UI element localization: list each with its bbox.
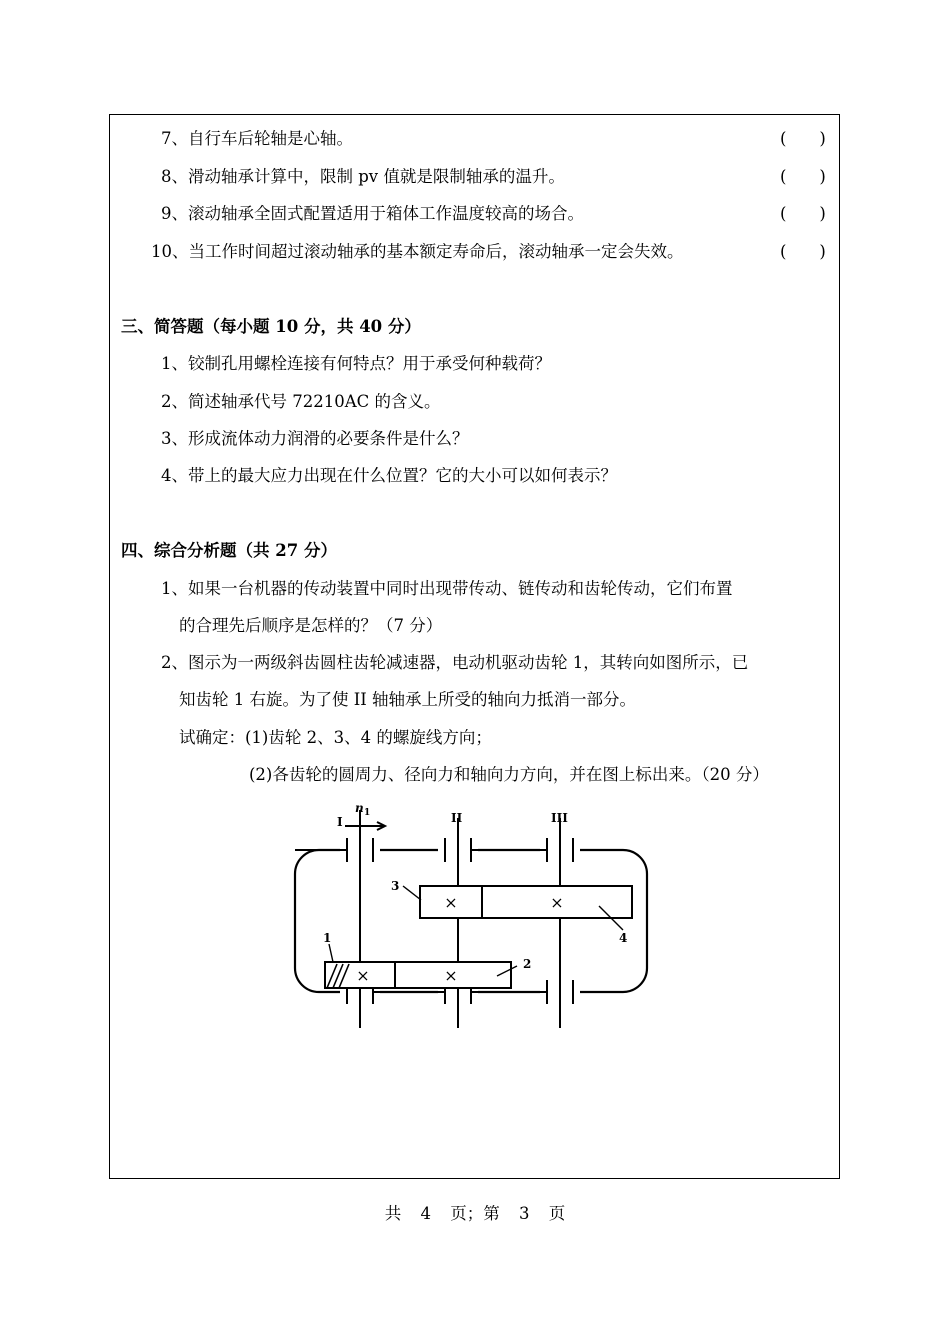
judgement-item-8: 8、滑动轴承计算中，限制 pv 值就是限制轴承的温升。 [161, 167, 565, 186]
gear-reducer-figure [285, 800, 665, 1040]
short-question-4: 4、带上的最大应力出现在什么位置？它的大小可以如何表示？ [161, 466, 617, 485]
analysis-q1-line1: 1、如果一台机器的传动装置中同时出现带传动、链传动和齿轮传动，它们布置 [161, 579, 733, 598]
answer-paren-9: ( ) [780, 204, 826, 223]
short-question-1: 1、铰制孔用螺栓连接有何特点？用于承受何种载荷？ [161, 354, 551, 373]
judgement-item-7: 7、自行车后轮轴是心轴。 [161, 129, 353, 148]
footer-mid: 页；第 [450, 1204, 500, 1223]
analysis-q2-line1: 2、图示为一两级斜齿圆柱齿轮减速器，电动机驱动齿轮 1，其转向如图所示，已 [161, 653, 749, 672]
gear-label-1: 1 [323, 931, 332, 945]
short-question-3: 3、形成流体动力润滑的必要条件是什么？ [161, 429, 469, 448]
gear-1-mark: × [356, 966, 370, 985]
section-4-title: 四、综合分析题（共 27 分） [121, 541, 337, 560]
answer-paren-7: ( ) [780, 129, 826, 148]
footer-prefix: 共 [384, 1204, 402, 1223]
answer-paren-10: ( ) [780, 242, 826, 261]
footer-total-pages: 4 [420, 1204, 431, 1223]
section-3-title: 三、简答题（每小题 10 分，共 40 分） [121, 317, 421, 336]
footer-suffix: 页 [548, 1204, 566, 1223]
judgement-item-10: 10、当工作时间超过滚动轴承的基本额定寿命后，滚动轴承一定会失效。 [151, 242, 684, 261]
analysis-q2-line2: 知齿轮 1 右旋。为了使 II 轴轴承上所受的轴向力抵消一部分。 [179, 690, 637, 709]
analysis-q2-line3: 试确定：(1)齿轮 2、3、4 的螺旋线方向； [179, 728, 492, 747]
analysis-q1-line2: 的合理先后顺序是怎样的？（7 分） [179, 616, 443, 635]
gear-3-mark: × [444, 893, 458, 912]
speed-label: n [355, 801, 364, 815]
shaft-label-3: III [551, 811, 568, 825]
answer-paren-8: ( ) [780, 167, 826, 186]
gear-label-3: 3 [391, 879, 400, 893]
speed-subscript: 1 [364, 808, 371, 818]
short-question-2: 2、简述轴承代号 72210AC 的含义。 [161, 392, 441, 411]
shaft-label-2: II [451, 811, 463, 825]
footer-current-page: 3 [519, 1204, 530, 1223]
analysis-q2-line4: (2)各齿轮的圆周力、径向力和轴向力方向，并在图上标出来。（20 分） [249, 765, 769, 784]
gear-4-mark: × [550, 893, 564, 912]
gear-label-2: 2 [523, 957, 532, 971]
gear-2-mark: × [444, 966, 458, 985]
gear-label-4: 4 [619, 931, 628, 945]
shaft-label-1: I [337, 815, 343, 829]
page-footer [0, 1200, 950, 1224]
judgement-item-9: 9、滚动轴承全固式配置适用于箱体工作温度较高的场合。 [161, 204, 584, 223]
